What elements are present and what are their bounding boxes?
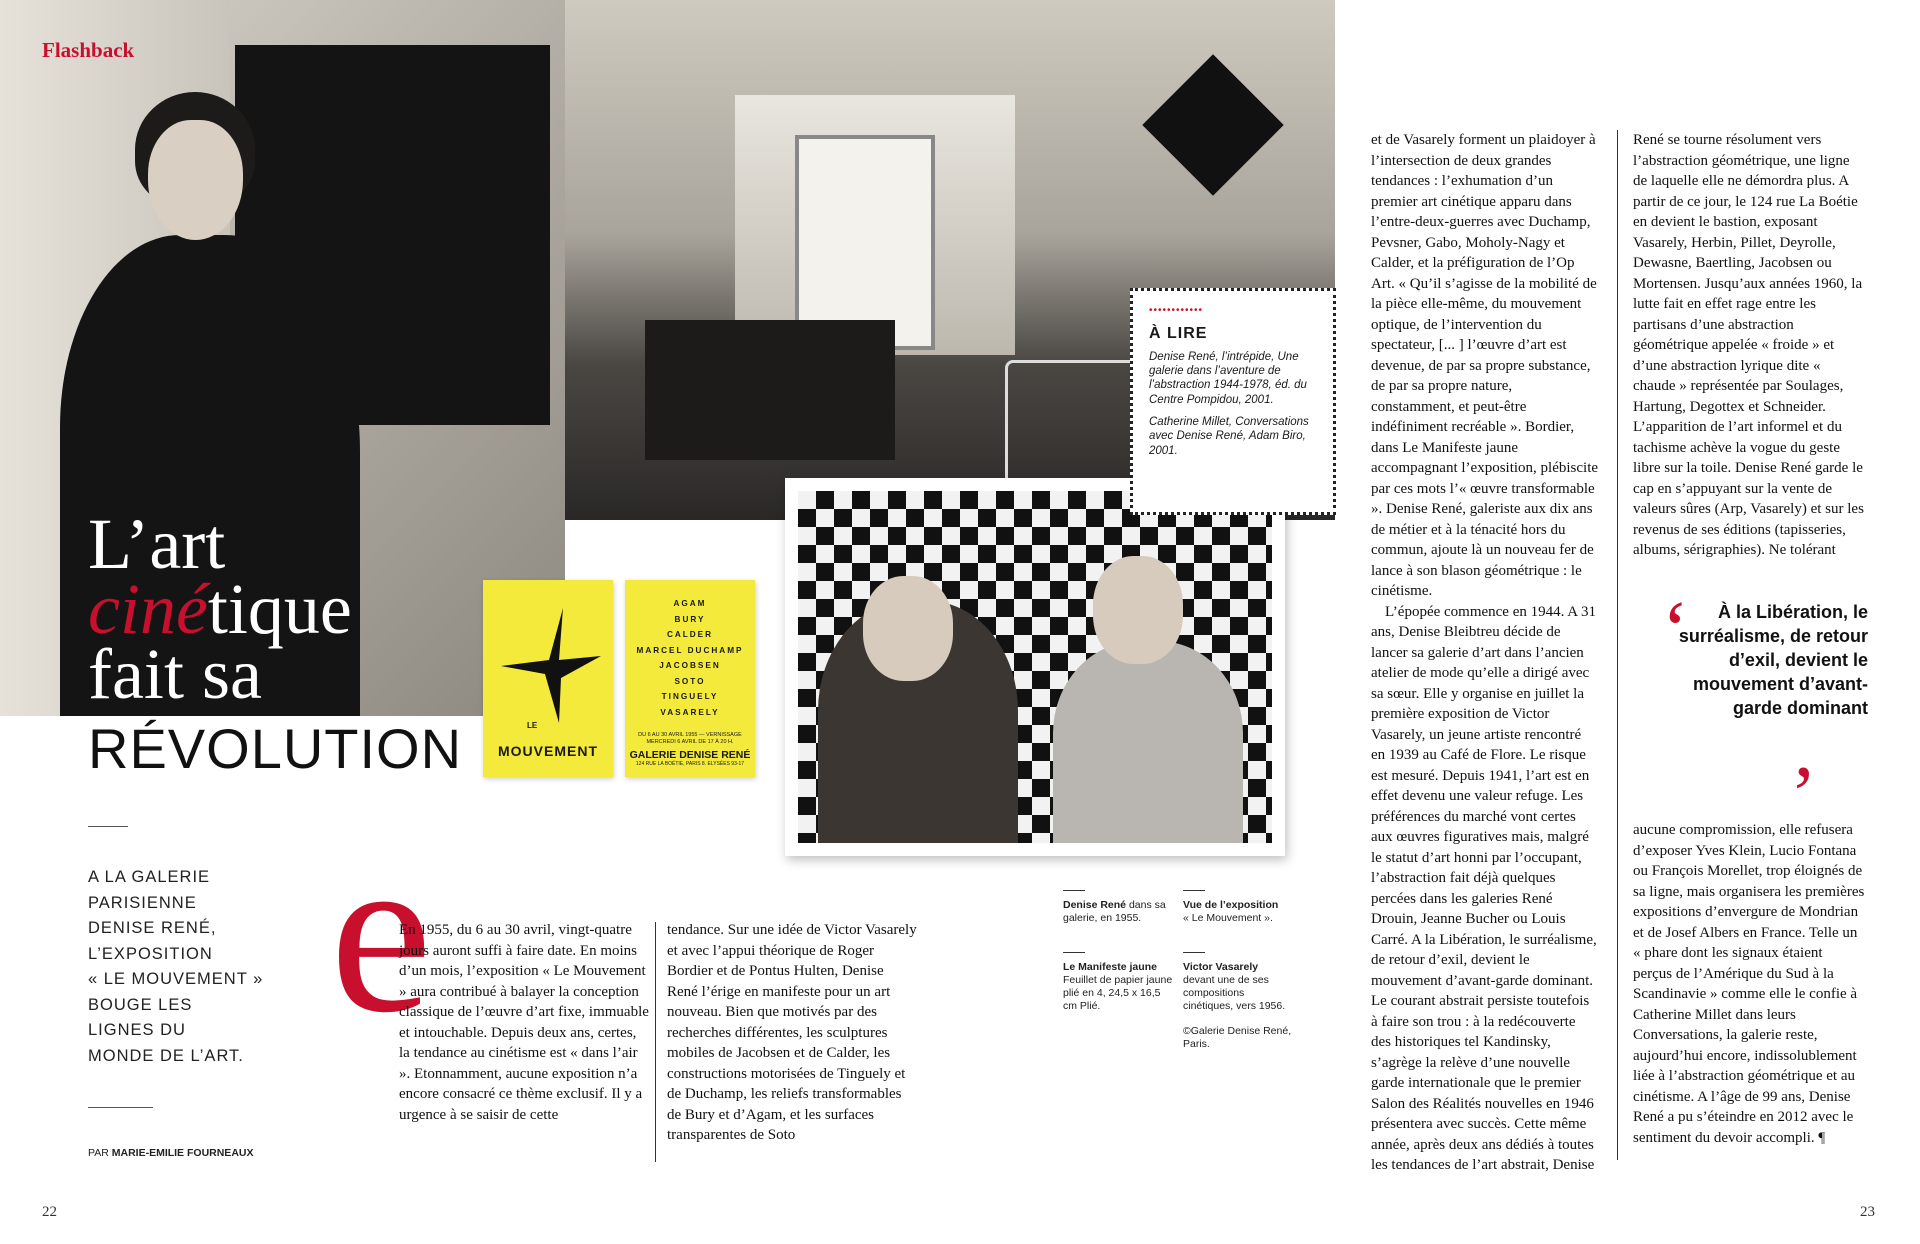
headline-line-2 (88, 568, 352, 649)
caption-bold: Le Manifeste jaune (1063, 961, 1157, 973)
intro-line: BOUGE LES (88, 995, 193, 1014)
headline-line-1: L’art (88, 504, 226, 584)
caption-dash (1063, 890, 1085, 891)
caption-4 (1183, 952, 1293, 1051)
poster-title: MOUVEMENT (498, 743, 598, 759)
caption-dash (1183, 952, 1205, 953)
star-icon (501, 608, 601, 723)
paragraph: et de Vasarely forment un plaidoyer à l’intersection de deux grandes tendances : l’exhumation d’un premier art cinétique apparu dans l’entre-deux-guerres avec Duchamp, Pevsner, Gabo, Moholy-Nagy et Calder, et la préfiguration de l’Op Art. « Qu’il s’agisse de la mobilité de la pièce elle-même, du mouvement optique, de l’intervention du spectateur, [... ] l’œuvre d’art est devenue, de par sa propre substance, de par sa propre nature, constamment, et peut-être indéfiniment recréable ». Bordier, dans Le Manifeste jaune accompagnant l’exposition, plébiscite par ces mots l’« œuvre transformable ». Denise René, galeriste aux dix ans de métier et à la ténacité hors du commun, ajoute là un nouveau fer de lance à son blason géométrique : le cinétisme. (1371, 132, 1599, 599)
poster-date: DU 6 AU 30 AVRIL 1955 — VERNISSAGE MERCREDI 6 AVRIL DE 17 À 20 H. (638, 732, 742, 745)
poster-gallery: GALERIE DENISE RENÉ (629, 749, 751, 762)
drop-cap: e (330, 805, 433, 1060)
intro-deck (88, 865, 308, 1069)
body-column-4 (1633, 130, 1865, 561)
column-rule (655, 922, 656, 1162)
caption-text: Feuillet de papier jaune plié en 4, 24,5 x 16,5 cm Plié. (1063, 974, 1173, 1012)
poster-artist: VASARELY (660, 707, 720, 717)
intro-line: L’EXPOSITION (88, 944, 213, 963)
photo-figure-right (1053, 641, 1243, 843)
poster-artist: SOTO (674, 676, 706, 686)
quote-open-mark: ‘ (1662, 586, 1689, 674)
caption-text: « Le Mouvement ». (1183, 912, 1273, 924)
reading-box-dots: •••••••••••• (1149, 305, 1204, 316)
paragraph: En 1955, du 6 au 30 avril, vingt-quatre jours auront suffi à faire date. En moins d’un mois, l’exposition « Le Mouvement » aura contribué à balayer la conception classique de l’œuvre d’art fixe, immuable et intouchable. Depuis deux ans, certes, la tendance au cinétisme est « dans l’air ». Etonnamment, aucune exposition n’a encore consacré ce thème exclusif. Il y a urgence à se saisir de cette (399, 922, 649, 1123)
photo-checker-artwork (798, 491, 1272, 843)
headline-line-2-rest: tique (207, 568, 352, 649)
poster-artist: AGAM (673, 599, 707, 608)
body-column-3 (1371, 130, 1599, 1176)
photo-figure-right-head (1093, 556, 1183, 664)
headline (88, 504, 463, 780)
section-label: Flashback (42, 38, 135, 62)
paragraph: L’épopée commence en 1944. A 31 ans, Denise Bleibtreu décide de lancer sa galerie d’art dans l’ancien atelier de mode qu’elle a dirigé avec sa sœur. Elle y organise en juillet la première exposition de Victor Vasarely, un jeune artiste rencontré en 1939 au Café de Flore. Le risque est mesuré. Depuis 1941, l’art est en effet devenu une valeur refuge. Les préférences du marché vont certes aux œuvres figuratives mais, malgré le statut d’art honni par l’occupant, l’abstraction fait déjà quelques percées dans les galeries René Drouin, Jeanne Bucher ou Louis Carré. A la Libération, le surréalisme, de retour d’exil, devient le mouvement d’avant-garde dominant. Le courant abstrait persiste toutefois à faire son trou : à la redécouverte des historiques tel Kandinsky, s’agrège la relève d’une nouvelle garde internationale que le premier Salon des Réalités nouvelles en 1946 présentera avec succès. Cette même année, après deux ans dédiés à toutes les tendances de l’art abstrait, Denise (1371, 603, 1597, 1173)
intro-line: LIGNES DU (88, 1021, 186, 1039)
body-column-2 (667, 920, 917, 1146)
headline-highlight: ciné (88, 568, 208, 649)
caption-bold: Denise René (1063, 899, 1127, 911)
poster-exhibition (625, 580, 755, 777)
column-rule (1617, 130, 1618, 1160)
reading-box-book-2: Catherine Millet, Conversations avec Denise René, Adam Biro, 2001. (1149, 416, 1309, 457)
body-column-1 (399, 920, 649, 1125)
caption-bold: Vue de l’exposition (1183, 899, 1279, 911)
poster-artist: TINGUELY (661, 692, 719, 701)
reading-box-title: À LIRE (1149, 324, 1208, 342)
page-number-right: 23 (1860, 1204, 1875, 1220)
headline-line-3: fait sa (88, 633, 262, 714)
divider (88, 826, 128, 827)
photo-figure-face (148, 120, 243, 240)
divider (88, 1107, 153, 1108)
page-number-left: 22 (42, 1204, 57, 1220)
caption-3 (1063, 952, 1173, 1013)
caption-text: dans sa galerie, en 1955. (1063, 899, 1166, 924)
caption-bold: Victor Vasarely (1183, 961, 1259, 973)
poster-artist: JACOBSEN (659, 661, 721, 670)
intro-line: PARISIENNE (88, 893, 197, 912)
paragraph: aucune compromission, elle refusera d’exposer Yves Klein, Lucio Fontana ou François Morellet, trop éloignés de sa ligne, mais organisera les premières expositions d’envergure de Mondrian et de Josef Albers en France. Telle un « phare dont les signaux étaient perçus de l’Amérique du Sud à la Scandinavie » comme elle le confie à Catherine Millet dans leurs Conversations, la galerie reste, aujourd’hui encore, indissolublement liée à l’abstraction géométrique et au cinétisme. A l’âge de 99 ans, Denise René a pu s’éteindre en 2012 avec le sentiment du devoir accompli. ¶ (1633, 822, 1865, 1146)
byline-author: MARIE-EMILIE FOURNEAUX (111, 1147, 254, 1159)
photo-desk (645, 320, 895, 460)
reading-box-book-1: Denise René, l’intrépide, Une galerie dans l’aventure de l’abstraction 1944-1978, éd. du Centre Pompidou, 2001. (1149, 350, 1307, 406)
caption-dash (1063, 952, 1085, 953)
poster-artist-list (625, 596, 755, 720)
paragraph: René se tourne résolument vers l’abstraction géométrique, une ligne de laquelle elle ne démordra plus. A partir de ce jour, le 124 rue La Boétie en devient le bastion, exposant Vasarely, Herbin, Pillet, Deyrolle, Dewasne, Baertling, Jacobsen ou Mortensen. Jusqu’aux années 1960, la lutte fait en effet rage entre les partisans d’une abstraction géométrique appelée « froide » et d’une abstraction lyrique dite « chaude » représentée par Soulages, Hartung, Degottex et Schneider. L’apparition de l’art informel et du tachisme achève la vogue du geste libre sur la toile. Denise René garde le cap en s’appuyant sur la vente de valeurs sûres (Arp, Vasarely) et sur les revenus de ses éditions (tapisseries, albums, sérigraphies). Ne tolérant (1633, 132, 1864, 558)
poster-address: 124 RUE LA BOÉTIE, PARIS 8. ELYSÉES 93-17 (635, 761, 745, 768)
photo-figure-left-head (863, 576, 953, 681)
poster-artist: MARCEL DUCHAMP (636, 645, 744, 655)
caption-1 (1063, 890, 1173, 925)
poster-le-label: LE (527, 721, 538, 730)
photo-vasarely (785, 478, 1285, 856)
byline (88, 1147, 253, 1159)
reading-box (1130, 288, 1336, 515)
intro-line: « LE MOUVEMENT » (88, 970, 264, 988)
caption-2 (1183, 890, 1293, 925)
intro-line: MONDE DE L’ART. (88, 1046, 244, 1065)
paragraph: tendance. Sur une idée de Victor Vasarely et avec l’appui théorique de Roger Bordier et de Pontus Hulten, Denise René l’érige en manifeste pour un art nouveau. Bien que motivés par des recherches différentes, les sculptures mobiles de Jacobsen et de Calder, les constructions motorisées de Tinguely et de Duchamp, les reliefs transformables de Bury et d’Agam, et les surfaces transparentes de Soto (667, 922, 917, 1143)
poster-manifeste (483, 580, 613, 777)
photo-doorway (795, 135, 935, 350)
intro-line: A LA GALERIE (88, 868, 211, 886)
poster-artist: BURY (674, 614, 706, 624)
photo-diamond-artwork (1142, 54, 1283, 195)
headline-line-4: RÉVOLUTION (88, 717, 463, 780)
intro-line: DENISE RENÉ, (88, 919, 217, 937)
quote-close-mark: ’ (1790, 751, 1817, 839)
body-column-4-continued (1633, 820, 1865, 1148)
poster-artist: CALDER (666, 630, 714, 639)
caption-text: devant une de ses compositions cinétiques, vers 1956. (1183, 974, 1286, 1012)
caption-dash (1183, 890, 1205, 891)
byline-prefix: PAR (88, 1147, 109, 1159)
photo-credit: ©Galerie Denise René, Paris. (1183, 1025, 1292, 1050)
pull-quote: À la Libération, le surréalisme, de retour d’exil, devient le mouvement d’avant-garde dominant (1678, 602, 1868, 718)
